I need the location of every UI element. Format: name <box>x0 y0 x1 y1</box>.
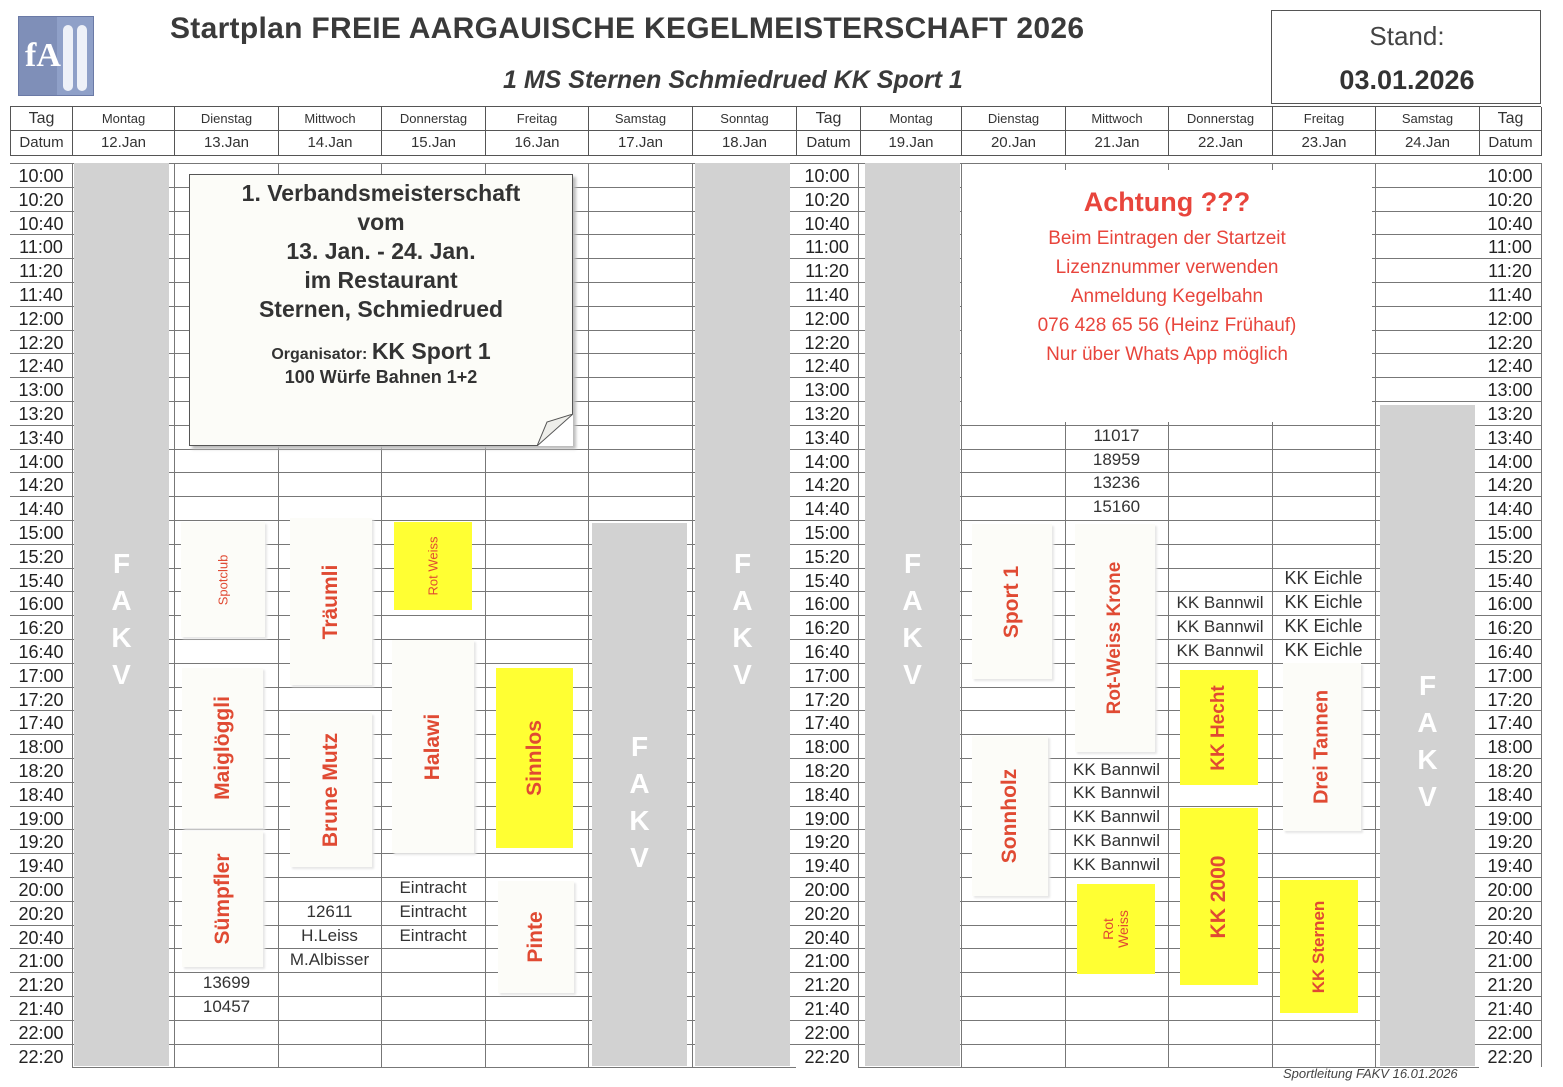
team-block-rot-weiss-krone: Rot-Weiss Krone <box>1075 524 1155 752</box>
note-line: im Restaurant <box>304 267 458 293</box>
time-slot: 15:00 <box>1479 520 1541 544</box>
time-slot: 14:00 <box>1479 449 1541 473</box>
date-header: 15.Jan <box>382 131 486 156</box>
entry-cell: 10457 <box>202 997 251 1016</box>
team-block-rot-weiss-2: Rot Weiss <box>1077 884 1155 974</box>
time-slot: 12:00 <box>10 306 72 330</box>
fakv-label: F A K V <box>732 548 753 690</box>
day-header: Donnerstag <box>382 107 486 131</box>
footer-note: Sportleitung FAKV 16.01.2026 <box>1283 1066 1458 1081</box>
time-slot: 22:00 <box>1479 1020 1541 1044</box>
entry-cell: KK Bannwil <box>1176 593 1264 612</box>
time-slot: 10:00 <box>796 163 858 187</box>
entry-cell: M.Albisser <box>289 950 370 969</box>
date-header: 19.Jan <box>861 131 962 156</box>
entry-cell: 18959 <box>1092 450 1141 469</box>
entry-cell: KK Eichle <box>1284 616 1363 636</box>
day-header: Mittwoch <box>1066 107 1169 131</box>
time-slot: 20:00 <box>1479 877 1541 901</box>
entry-cell: KK Bannwil <box>1176 617 1264 636</box>
week-header <box>10 106 1541 156</box>
note-line: 1. Verbandsmeisterschaft <box>241 180 521 206</box>
page-curl-icon <box>537 414 573 446</box>
time-slot: 17:00 <box>1479 663 1541 687</box>
team-block-traeumli: Träumli <box>290 518 372 685</box>
time-slot: 16:20 <box>10 615 72 639</box>
tag-label: Tag <box>1480 107 1542 131</box>
time-slot: 20:00 <box>10 877 72 901</box>
team-block-halawi: Halawi <box>392 640 474 853</box>
entry-cell: Eintracht <box>399 926 467 945</box>
time-slot: 13:20 <box>10 401 72 425</box>
time-slot: 15:20 <box>1479 544 1541 568</box>
warning-title: Achtung ??? <box>1083 187 1251 217</box>
datum-label: Datum <box>797 131 861 156</box>
day-header: Samstag <box>589 107 693 131</box>
time-slot: 16:40 <box>796 639 858 663</box>
logo-text: fA <box>25 37 61 74</box>
day-header: Freitag <box>486 107 589 131</box>
day-header: Dienstag <box>962 107 1066 131</box>
entry-cell: KK Bannwil <box>1073 760 1160 779</box>
time-slot: 17:20 <box>1479 687 1541 711</box>
team-block-kk-hecht: KK Hecht <box>1180 670 1258 785</box>
fakv-block <box>865 163 960 1066</box>
time-slot: 10:20 <box>1479 187 1541 211</box>
time-slot: 21:00 <box>1479 948 1541 972</box>
datum-label: Datum <box>1480 131 1542 156</box>
time-slot: 13:40 <box>796 425 858 449</box>
day-header: Freitag <box>1273 107 1376 131</box>
day-header: Montag <box>73 107 175 131</box>
time-slot: 19:20 <box>796 829 858 853</box>
time-slot: 10:00 <box>10 163 72 187</box>
organisator-label: Organisator: <box>271 346 368 363</box>
time-slot: 12:20 <box>10 330 72 354</box>
entry-cell: H.Leiss <box>301 926 358 945</box>
time-slot: 21:20 <box>1479 972 1541 996</box>
team-block-brune-mutz: Brune Mutz <box>290 713 372 867</box>
entry-cell: 13236 <box>1092 473 1141 492</box>
time-slot: 13:00 <box>1479 377 1541 401</box>
time-slot: 18:20 <box>796 758 858 782</box>
time-column-middle <box>796 163 858 1067</box>
time-slot: 17:00 <box>10 663 72 687</box>
organisator-value: KK Sport 1 <box>371 338 491 364</box>
fakv-block <box>1380 405 1475 1066</box>
time-slot: 22:20 <box>1479 1044 1541 1068</box>
time-slot: 22:00 <box>796 1020 858 1044</box>
time-slot: 11:20 <box>1479 258 1541 282</box>
time-slot: 19:20 <box>10 829 72 853</box>
time-slot: 18:20 <box>1479 758 1541 782</box>
entry-cell: KK Eichle <box>1284 568 1363 588</box>
time-slot: 12:20 <box>1479 330 1541 354</box>
time-slot: 22:00 <box>10 1020 72 1044</box>
time-slot: 16:40 <box>1479 639 1541 663</box>
date-header: 23.Jan <box>1273 131 1376 156</box>
entry-cell: KK Bannwil <box>1073 831 1160 850</box>
time-slot: 16:40 <box>10 639 72 663</box>
time-slot: 20:40 <box>1479 925 1541 949</box>
date-header: 18.Jan <box>693 131 797 156</box>
time-slot: 16:00 <box>796 591 858 615</box>
time-slot: 22:20 <box>796 1044 858 1068</box>
entry-cell: Eintracht <box>399 878 467 897</box>
time-slot: 11:20 <box>796 258 858 282</box>
time-slot: 20:20 <box>796 901 858 925</box>
date-header: 14.Jan <box>279 131 382 156</box>
time-slot: 12:00 <box>1479 306 1541 330</box>
time-slot: 16:20 <box>1479 615 1541 639</box>
time-slot: 15:40 <box>796 568 858 592</box>
time-slot: 12:00 <box>796 306 858 330</box>
day-header: Dienstag <box>175 107 279 131</box>
time-slot: 19:40 <box>796 853 858 877</box>
time-slot: 12:40 <box>796 353 858 377</box>
time-slot: 18:40 <box>10 782 72 806</box>
time-slot: 10:40 <box>10 211 72 235</box>
time-slot: 16:20 <box>796 615 858 639</box>
time-slot: 21:40 <box>1479 996 1541 1020</box>
fakv-block <box>74 163 169 1066</box>
entry-cell: KK Bannwil <box>1073 855 1160 874</box>
time-slot: 17:00 <box>796 663 858 687</box>
time-slot: 18:20 <box>10 758 72 782</box>
time-slot: 10:20 <box>796 187 858 211</box>
time-slot: 15:20 <box>796 544 858 568</box>
time-slot: 21:20 <box>10 972 72 996</box>
team-block-spotclub: Spotclub <box>181 522 265 637</box>
time-slot: 17:20 <box>796 687 858 711</box>
time-slot: 19:20 <box>1479 829 1541 853</box>
entry-cell: 12611 <box>306 902 353 921</box>
time-slot: 13:20 <box>1479 401 1541 425</box>
fakv-block <box>695 163 790 1066</box>
time-slot: 20:20 <box>10 901 72 925</box>
time-slot: 21:00 <box>10 948 72 972</box>
team-block-maigloeggli: Maiglöggli <box>182 668 263 828</box>
time-slot: 21:40 <box>796 996 858 1020</box>
entry-cell: KK Bannwil <box>1073 807 1160 826</box>
time-slot: 10:40 <box>1479 211 1541 235</box>
day-header: Montag <box>861 107 962 131</box>
fakv-label: F A K V <box>902 548 923 690</box>
time-slot: 20:20 <box>1479 901 1541 925</box>
warning-line: Lizenznummer verwenden <box>1055 257 1279 278</box>
fakv-block <box>592 523 687 1066</box>
date-header: 24.Jan <box>1376 131 1480 156</box>
kegel-pin-icon <box>77 25 87 91</box>
date-header: 20.Jan <box>962 131 1066 156</box>
time-slot: 21:00 <box>796 948 858 972</box>
fakv-label: F A K V <box>111 548 132 690</box>
time-slot: 10:00 <box>1479 163 1541 187</box>
entry-cell: KK Bannwil <box>1176 641 1264 660</box>
time-slot: 12:40 <box>10 353 72 377</box>
team-block-sonnholz: Sonnholz <box>972 736 1048 896</box>
time-slot: 14:00 <box>796 449 858 473</box>
note-line: Sternen, Schmiedrued <box>258 296 504 322</box>
entry-cell: 11017 <box>1093 426 1140 445</box>
time-slot: 10:40 <box>796 211 858 235</box>
date-header: 12.Jan <box>73 131 175 156</box>
page-title: Startplan FREIE AARGAUISCHE KEGELMEISTERSCHAFT 2026 <box>170 12 1085 45</box>
entry-cell: KK Eichle <box>1284 640 1363 660</box>
warning-note <box>962 170 1372 422</box>
time-slot: 19:00 <box>10 806 72 830</box>
warning-line: Anmeldung Kegelbahn <box>1070 286 1264 307</box>
time-slot: 18:40 <box>1479 782 1541 806</box>
day-header: Sonntag <box>693 107 797 131</box>
time-slot: 18:00 <box>796 734 858 758</box>
date-header: 13.Jan <box>175 131 279 156</box>
entry-cell: KK Bannwil <box>1073 783 1160 802</box>
time-slot: 14:20 <box>10 472 72 496</box>
time-slot: 15:00 <box>10 520 72 544</box>
time-slot: 19:40 <box>1479 853 1541 877</box>
schedule-grid <box>10 163 1541 1067</box>
fakv-label: F A K V <box>1417 670 1438 812</box>
time-slot: 17:40 <box>1479 710 1541 734</box>
time-column-right <box>1479 163 1541 1067</box>
time-slot: 16:00 <box>10 591 72 615</box>
kegel-pin-icon <box>63 25 73 91</box>
time-slot: 19:40 <box>10 853 72 877</box>
time-slot: 14:20 <box>796 472 858 496</box>
stand-label: Stand: <box>1369 21 1445 51</box>
time-slot: 11:40 <box>1479 282 1541 306</box>
entry-cell: KK Eichle <box>1284 592 1363 612</box>
time-slot: 14:40 <box>796 496 858 520</box>
time-slot: 19:00 <box>1479 806 1541 830</box>
time-slot: 17:40 <box>10 710 72 734</box>
time-slot: 14:20 <box>1479 472 1541 496</box>
fakv-logo <box>18 16 94 96</box>
time-slot: 12:20 <box>796 330 858 354</box>
time-slot: 20:40 <box>796 925 858 949</box>
time-slot: 18:40 <box>796 782 858 806</box>
time-column-left <box>10 163 72 1067</box>
date-header: 17.Jan <box>589 131 693 156</box>
time-slot: 13:00 <box>10 377 72 401</box>
time-slot: 22:20 <box>10 1044 72 1068</box>
time-slot: 15:40 <box>10 568 72 592</box>
team-block-suempfler: Sümpfler <box>182 831 263 967</box>
team-block-sport1: Sport 1 <box>972 524 1052 679</box>
day-header: Mittwoch <box>279 107 382 131</box>
time-slot: 11:00 <box>10 234 72 258</box>
time-slot: 21:20 <box>796 972 858 996</box>
team-block-kk-2000: KK 2000 <box>1180 808 1258 985</box>
time-slot: 11:00 <box>1479 234 1541 258</box>
time-slot: 16:00 <box>1479 591 1541 615</box>
time-slot: 19:00 <box>796 806 858 830</box>
time-slot: 13:40 <box>1479 425 1541 449</box>
date-header: 21.Jan <box>1066 131 1169 156</box>
date-header: 16.Jan <box>486 131 589 156</box>
phone-number: 076 428 65 56 (Heinz Frühauf) <box>1037 315 1297 336</box>
page-subtitle: 1 MS Sternen Schmiedrued KK Sport 1 <box>503 66 963 94</box>
info-note <box>189 174 573 446</box>
day-header: Donnerstag <box>1169 107 1273 131</box>
time-slot: 10:20 <box>10 187 72 211</box>
fakv-label: F A K V <box>629 731 650 873</box>
wuerfe-info: 100 Würfe Bahnen 1+2 <box>284 367 478 387</box>
team-block-drei-tannen: Drei Tannen <box>1283 663 1361 831</box>
time-slot: 11:40 <box>10 282 72 306</box>
team-block-rot-weiss: Rot Weiss <box>394 522 472 610</box>
stand-date: 03.01.2026 <box>1339 65 1475 95</box>
time-slot: 14:40 <box>1479 496 1541 520</box>
time-slot: 11:00 <box>796 234 858 258</box>
time-slot: 15:20 <box>10 544 72 568</box>
team-block-sinnlos: Sinnlos <box>496 668 573 848</box>
time-slot: 18:00 <box>10 734 72 758</box>
date-header: 22.Jan <box>1169 131 1273 156</box>
time-slot: 17:40 <box>796 710 858 734</box>
time-slot: 17:20 <box>10 687 72 711</box>
team-block-kk-sternen: KK Sternen <box>1280 880 1358 1013</box>
warning-line: Beim Eintragen der Startzeit <box>1048 228 1286 249</box>
time-slot: 20:00 <box>796 877 858 901</box>
time-slot: 13:00 <box>796 377 858 401</box>
time-slot: 11:40 <box>796 282 858 306</box>
time-slot: 12:40 <box>1479 353 1541 377</box>
time-slot: 14:00 <box>10 449 72 473</box>
time-slot: 13:20 <box>796 401 858 425</box>
warning-line: Nur über Whats App möglich <box>1046 344 1288 365</box>
tag-label: Tag <box>11 107 73 131</box>
entry-cell: Eintracht <box>399 902 467 921</box>
time-slot: 13:40 <box>10 425 72 449</box>
note-line: 13. Jan. - 24. Jan. <box>286 238 476 264</box>
time-slot: 20:40 <box>10 925 72 949</box>
entry-cell: 13699 <box>202 973 251 992</box>
time-slot: 21:40 <box>10 996 72 1020</box>
day-header: Samstag <box>1376 107 1480 131</box>
note-line: vom <box>357 209 405 235</box>
entry-cell: 15160 <box>1092 497 1141 516</box>
time-slot: 11:20 <box>10 258 72 282</box>
datum-label: Datum <box>11 131 73 156</box>
time-slot: 14:40 <box>10 496 72 520</box>
team-block-pinte: Pinte <box>498 881 574 993</box>
tag-label: Tag <box>797 107 861 131</box>
stand-box <box>1271 10 1541 104</box>
time-slot: 18:00 <box>1479 734 1541 758</box>
time-slot: 15:00 <box>796 520 858 544</box>
time-slot: 15:40 <box>1479 568 1541 592</box>
